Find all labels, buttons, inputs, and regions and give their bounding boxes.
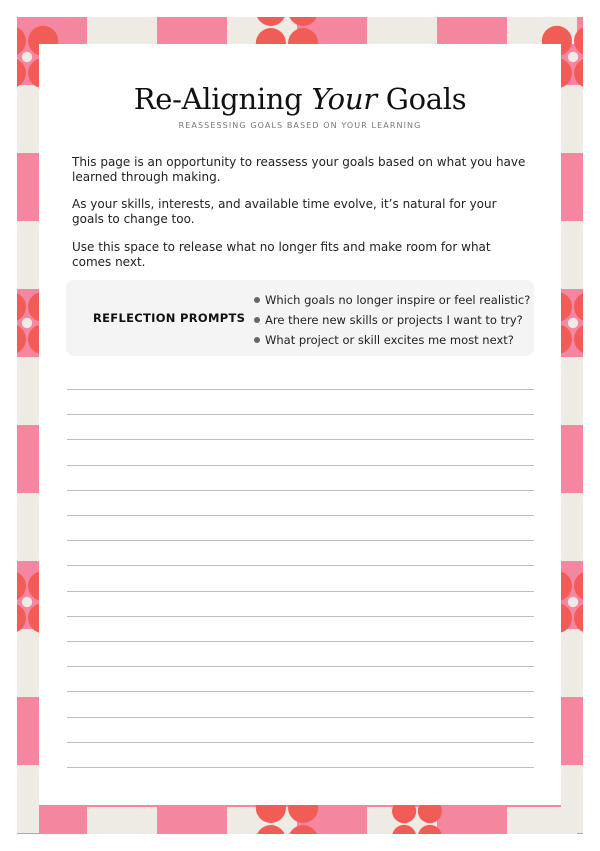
writing-line: [67, 490, 534, 491]
writing-line: [67, 666, 534, 667]
writing-line: [67, 717, 534, 718]
intro-paragraph-2: As your skills, interests, and available time evolve, it’s natural for your goals to change too.: [72, 197, 497, 226]
writing-line: [67, 465, 534, 466]
writing-line: [67, 540, 534, 541]
writing-line: [67, 616, 534, 617]
writing-line: [67, 565, 534, 566]
intro-paragraph-3: Use this space to release what no longer fits and make room for what comes next.: [72, 240, 491, 269]
title-emphasis: Your: [311, 82, 377, 116]
writing-line: [67, 691, 534, 692]
writing-line: [67, 414, 534, 415]
writing-line: [67, 641, 534, 642]
page-subtitle: REASSESSING GOALS BASED ON YOUR LEARNING: [178, 121, 422, 130]
page-title: Re-Aligning Your Goals: [133, 82, 467, 116]
bullet-icon: [254, 317, 260, 323]
bullet-icon: [254, 337, 260, 343]
writing-line: [67, 515, 534, 516]
writing-line: [67, 742, 534, 743]
prompt-list: [254, 290, 530, 350]
bullet-icon: [254, 297, 260, 303]
writing-line: [67, 767, 534, 768]
reflection-heading: REFLECTION PROMPTS: [93, 311, 246, 325]
reflection-prompts-box: [66, 280, 534, 356]
writing-line: [67, 439, 534, 440]
writing-line: [67, 389, 534, 390]
writing-line: [67, 591, 534, 592]
intro-paragraph-1: This page is an opportunity to reassess your goals based on what you have learned through making.: [72, 155, 526, 184]
prompt-item: What project or skill excites me most next?: [254, 330, 530, 350]
prompt-item: Which goals no longer inspire or feel realistic?: [254, 290, 530, 310]
worksheet-page: [39, 44, 561, 805]
prompt-item: Are there new skills or projects I want to try?: [254, 310, 530, 330]
